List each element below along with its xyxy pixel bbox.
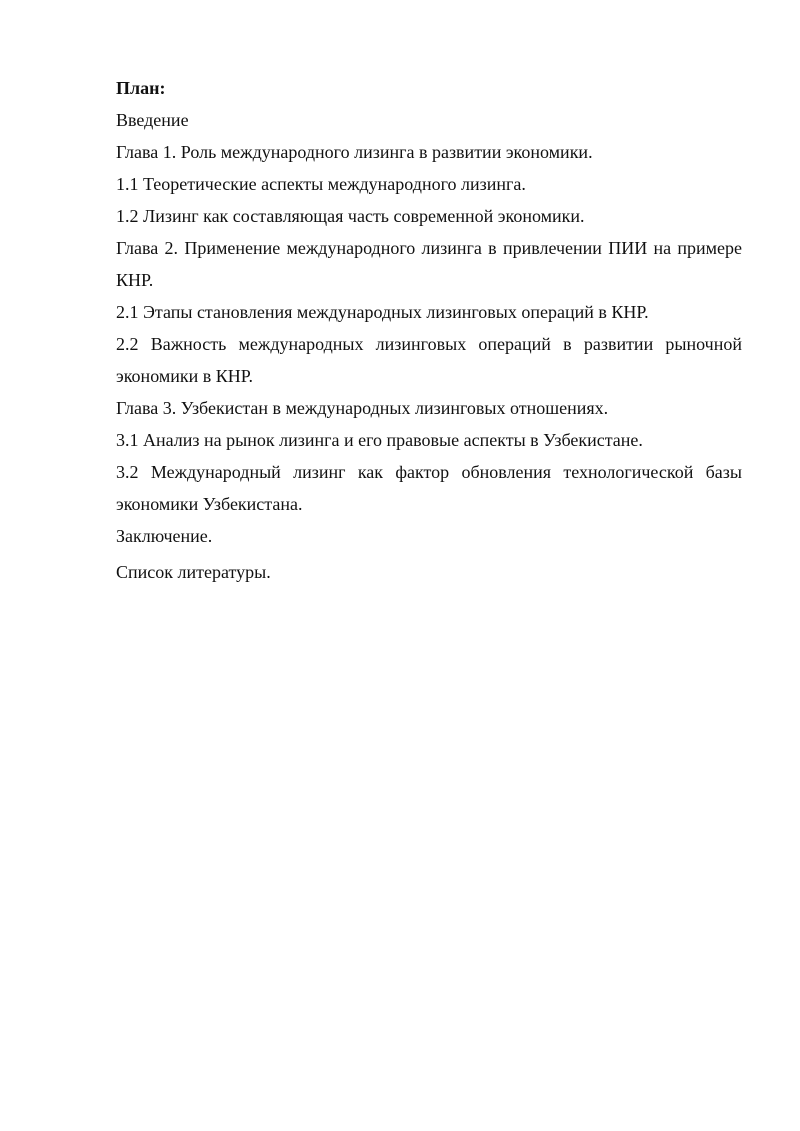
toc-item-chapter-2: Глава 2. Применение международного лизинга в привлечении ПИИ на примере КНР. [116,238,742,290]
toc-item-chapter-3: Глава 3. Узбекистан в международных лизинговых отношениях. [116,398,609,418]
toc-item-section-3-1: 3.1 Анализ на рынок лизинга и его правовые аспекты в Узбекистане. [116,430,643,450]
toc-item-section-1-2: 1.2 Лизинг как составляющая часть современной экономики. [116,206,585,226]
toc-item-chapter-1: Глава 1. Роль международного лизинга в развитии экономики. [116,142,593,162]
table-of-contents [116,72,742,588]
toc-item-section-1-1: 1.1 Теоретические аспекты международного лизинга. [116,174,526,194]
toc-item-conclusion: Заключение. [116,526,213,546]
toc-item-references: Список литературы. [116,562,271,582]
toc-item-section-3-2: 3.2 Международный лизинг как фактор обновления технологической базы экономики Узбекистана. [116,462,742,514]
toc-item-section-2-2: 2.2 Важность международных лизинговых операций в развитии рыночной экономики в КНР. [116,334,742,386]
plan-title: План: [116,78,166,98]
toc-item-section-2-1: 2.1 Этапы становления международных лизинговых операций в КНР. [116,302,649,322]
toc-item-introduction: Введение [116,110,189,130]
